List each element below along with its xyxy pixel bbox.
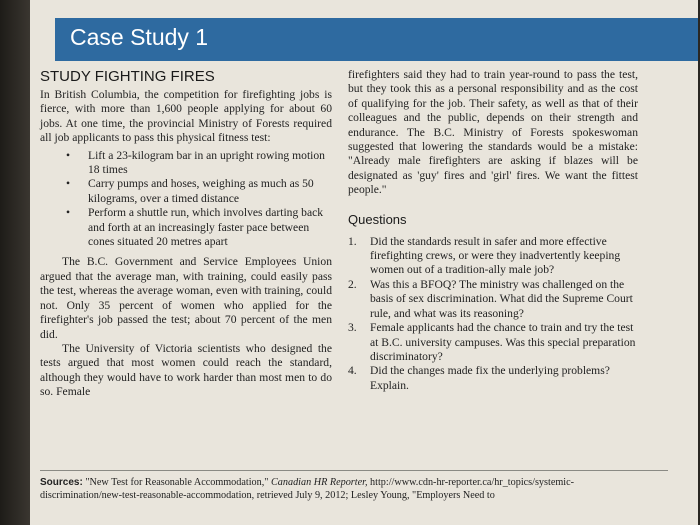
bullet-icon: • <box>66 206 71 220</box>
scientists-paragraph-continued: firefighters said they had to train year-round to pass the test, but they took this as a personal responsibility and as the cost of qualifying for the job. Their safety, as well as that of their colleagues and the public, depends on their strength and endurance. The B.C. Ministry of Forests spokeswoman suggested that lowering the standards would be a mistake: "Already male firefighters are asking if blazes will be designated as 'guy' fires and 'girl' fires. We want the fittest people." <box>348 68 638 197</box>
case-study-header <box>55 18 698 61</box>
question-item: 1. Did the standards result in safer and more effective firefighting crews, or were they inadvertently keeping women out of a tradition-ally male job? <box>348 234 621 277</box>
questions-heading: Questions <box>348 211 407 227</box>
question-item: 2. Was this a BFOQ? The ministry was challenged on the basis of sex discrimination. What did the Supreme Court rule, and what was its reasoning? <box>348 277 633 320</box>
left-column <box>40 68 332 400</box>
intro-paragraph: In British Columbia, the competition for firefighting jobs is fierce, with more than 1,600 people applying for about 60 jobs. At one time, the provincial Ministry of Forests required all job applicants to pass this physical fitness test: <box>40 88 332 145</box>
sources-block <box>40 476 655 502</box>
study-title: STUDY FIGHTING FIRES <box>40 68 215 85</box>
bullet-item: • Lift a 23-kilogram bar in an upright rowing motion 18 times <box>66 148 325 177</box>
fitness-test-list <box>40 149 332 250</box>
page-edge-shadow <box>0 0 30 525</box>
union-paragraph: The B.C. Government and Service Employees Union argued that the average man, with training, could easily pass the test, whereas the average woman, even with training, could not. Only 35 percent of women who applied for the firefighter's job passed the test; about 70 percent of the men did. <box>40 255 332 341</box>
sources-divider <box>40 470 668 471</box>
sources-label: Sources: <box>40 477 83 488</box>
bullet-item: • Carry pumps and hoses, weighing as much as 50 kilograms, over a timed distance <box>66 177 314 205</box>
case-study-title: Case Study 1 <box>70 24 209 50</box>
bullet-icon: • <box>66 177 71 191</box>
sources-text-1: "New Test for Reasonable Accommodation," <box>82 477 271 488</box>
sources-text-2: http://www.cdn-hr-reporter.ca/hr_topics/systemic-discrimination/new-test-reasonable-accommodation, retrieved July 9, 2012; Lesley Young, "Employers Need to <box>40 477 575 501</box>
sources-publication: Canadian HR Reporter, <box>271 477 368 488</box>
right-column <box>348 68 638 393</box>
questions-list <box>348 235 638 393</box>
question-item: 4. Did the changes made fix the underlying problems? Explain. <box>348 364 610 392</box>
question-item: 3. Female applicants had the chance to train and try the test at B.C. university campuses. Was this special preparation discriminatory? <box>348 321 636 363</box>
bullet-item: • Perform a shuttle run, which involves darting back and forth at an increasingly faster pace between cones situated 20 metres apart <box>66 206 324 249</box>
scientists-paragraph: The University of Victoria scientists who designed the tests argued that most women could reach the standard, although they would have to work harder than most men to do so. Female <box>40 341 332 399</box>
bullet-icon: • <box>66 148 71 162</box>
